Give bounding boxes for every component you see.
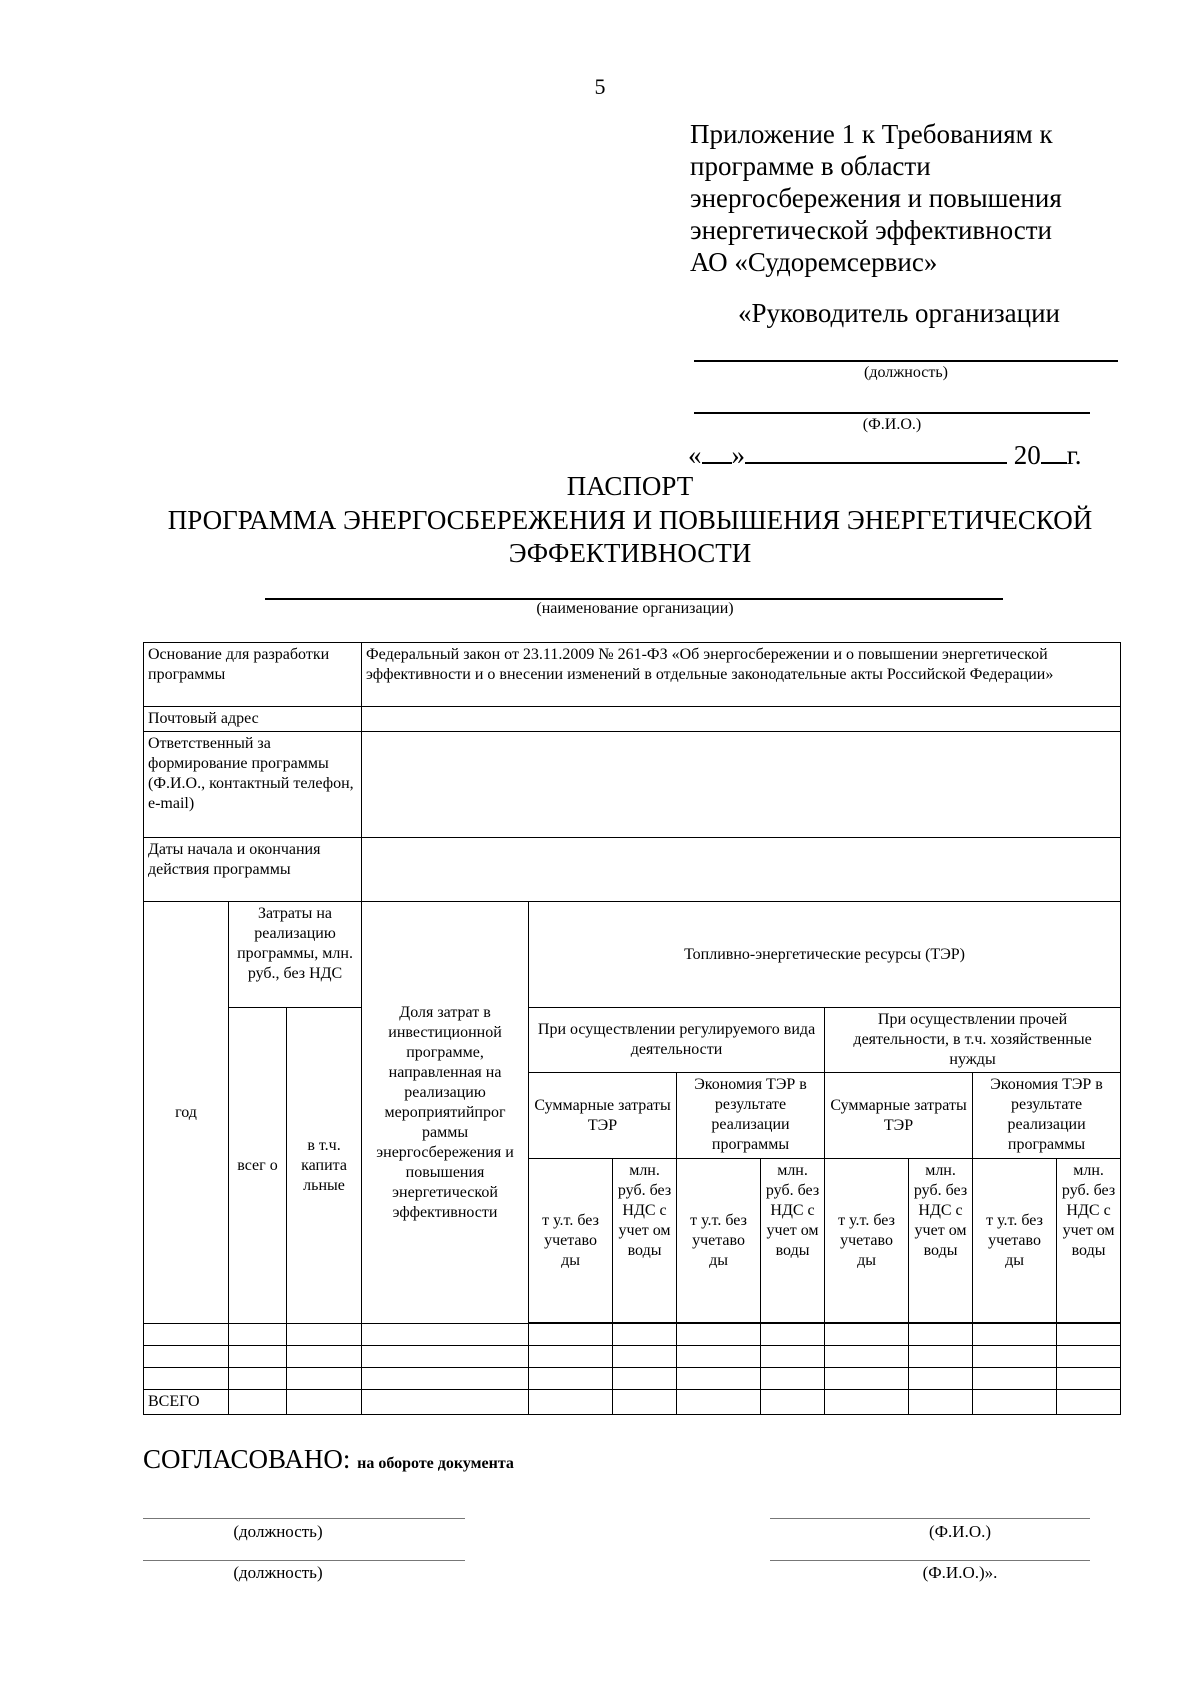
- program-title-line-2: ЭФФЕКТИВНОСТИ: [508, 538, 752, 568]
- position-caption-1: (должность): [233, 1522, 323, 1541]
- name-caption-2: (Ф.И.О.)».: [922, 1563, 998, 1582]
- total-row: [144, 1390, 1121, 1415]
- appendix-line: энергосбережения и повышения: [690, 183, 1062, 213]
- appendix-line: Приложение 1 к Требованиям к: [690, 119, 1053, 149]
- year-suffix: г.: [1066, 440, 1082, 470]
- agreed-note: на обороте документа: [357, 1455, 514, 1472]
- page-number: 5: [594, 74, 606, 99]
- appendix-note: [690, 118, 1150, 278]
- appendix-line: энергетической эффективности: [690, 215, 1052, 245]
- signature-line: [143, 1518, 465, 1519]
- program-passport-table: [143, 642, 1121, 1415]
- ter-header: Топливно-энергетические ресурсы (ТЭР): [529, 902, 1121, 1008]
- appendix-line: АО «Судоремсервис»: [690, 247, 938, 277]
- unit-rub-header: млн. руб. без НДС с учет ом воды: [613, 1159, 677, 1323]
- address-label: Почтовый адрес: [144, 707, 362, 732]
- dates-label: Даты начала и окончания действия программы: [144, 838, 362, 902]
- unit-rub-header: млн. руб. без НДС с учет ом воды: [761, 1159, 825, 1323]
- table-row: [144, 1324, 1121, 1346]
- table-row: [144, 1346, 1121, 1368]
- costs-header: Затраты на реализацию программы, млн. руб., без НДС: [229, 902, 362, 1008]
- year-header: год: [144, 902, 229, 1324]
- agreed-block: [143, 1444, 514, 1475]
- position-caption-2: (должность): [233, 1563, 323, 1582]
- name-caption: (Ф.И.О.): [862, 416, 922, 433]
- date-close-quote: »: [731, 440, 745, 470]
- dates-value[interactable]: [362, 838, 1121, 902]
- total-row-label: ВСЕГО: [144, 1390, 229, 1415]
- unit-rub-header: млн. руб. без НДС с учет ом воды: [909, 1159, 973, 1323]
- unit-tut-header: т у.т. без учетаво ды: [677, 1159, 761, 1323]
- program-title-line-1: ПРОГРАММА ЭНЕРГОСБЕРЕЖЕНИЯ И ПОВЫШЕНИЯ ЭНЕРГЕТИЧЕСКОЙ: [167, 505, 1093, 535]
- year-prefix: 20: [1013, 440, 1041, 470]
- name-signature-line: [694, 412, 1090, 414]
- other-savings-header: Экономия ТЭР в результате реализации программы: [973, 1073, 1121, 1159]
- basis-label: Основание для разработки программы: [144, 643, 362, 707]
- position-caption: (должность): [864, 364, 948, 381]
- agreed-label: СОГЛАСОВАНО:: [143, 1444, 351, 1474]
- other-activity-header: При осуществлении прочей деятельности, в т.ч. хозяйственные нужды: [825, 1008, 1121, 1073]
- regulated-activity-header: При осуществлении регулируемого вида деятельности: [529, 1008, 825, 1073]
- unit-tut-header: т у.т. без учетаво ды: [973, 1159, 1057, 1323]
- appendix-line: программе в области: [690, 151, 931, 181]
- table-row: [144, 1368, 1121, 1390]
- organization-caption: (наименование организации): [536, 600, 734, 617]
- approval-date: [688, 440, 1118, 471]
- date-open-quote: «: [688, 440, 702, 470]
- unit-tut-header: т у.т. без учетаво ды: [529, 1159, 613, 1323]
- regulated-total-costs-header: Суммарные затраты ТЭР: [529, 1073, 677, 1159]
- costs-capital-header: в т.ч. капита льные: [287, 1008, 362, 1324]
- position-signature-line: [694, 360, 1118, 362]
- signature-line: [770, 1518, 1090, 1519]
- address-value[interactable]: [362, 707, 1121, 732]
- responsible-value[interactable]: [362, 732, 1121, 838]
- signature-line: [143, 1560, 465, 1561]
- approval-head: «Руководитель организации: [738, 298, 1061, 328]
- unit-tut-header: т у.т. без учетаво ды: [825, 1159, 909, 1323]
- responsible-label: Ответственный за формирование программы (Ф.И.О., контактный телефон, e-mail): [144, 732, 362, 838]
- basis-value: Федеральный закон от 23.11.2009 № 261-ФЗ «Об энергосбережении и о повышении энергетической эффективности и о внесении изменений в отдельные законодательные акты Российской Федерации»: [362, 643, 1121, 707]
- unit-rub-header: млн. руб. без НДС с учет ом воды: [1057, 1159, 1121, 1323]
- share-header: Доля затрат в инвестиционной программе, направленная на реализацию мероприятийпрог раммы энергосбережения и повышения энергетической эффективности: [362, 902, 529, 1324]
- regulated-savings-header: Экономия ТЭР в результате реализации программы: [677, 1073, 825, 1159]
- document-title: ПАСПОРТ: [566, 471, 694, 501]
- signature-line: [770, 1560, 1090, 1561]
- name-caption-1: (Ф.И.О.): [928, 1522, 992, 1541]
- costs-total-header: всег о: [229, 1008, 287, 1324]
- other-total-costs-header: Суммарные затраты ТЭР: [825, 1073, 973, 1159]
